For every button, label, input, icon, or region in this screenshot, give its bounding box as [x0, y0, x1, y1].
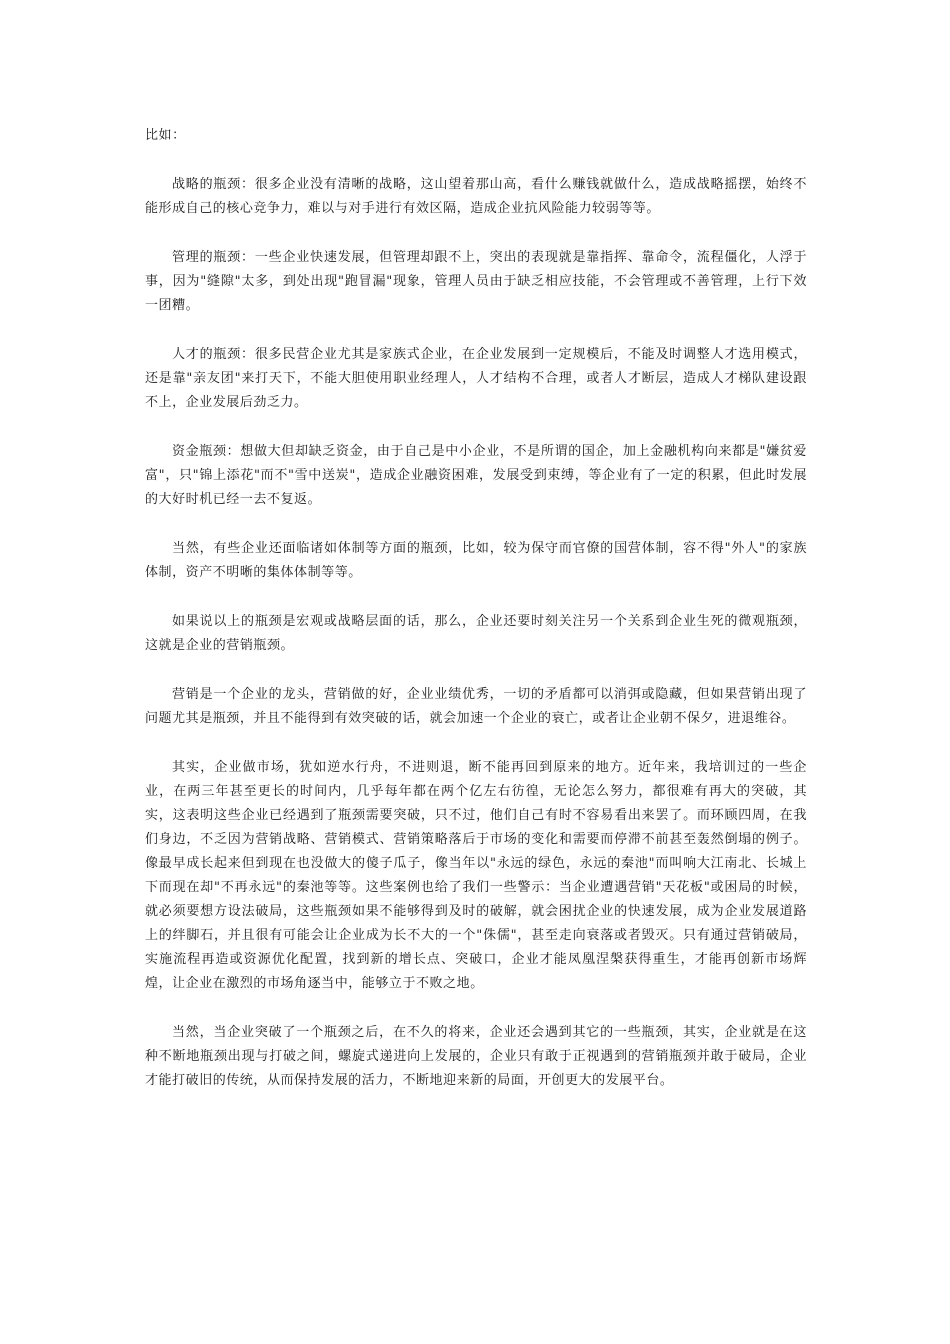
paragraph-strategy-bottleneck: 战略的瓶颈：很多企业没有清晰的战略，这山望着那山高，看什么赚钱就做什么，造成战略摇摆，始终不能形成自己的核心竞争力，难以与对手进行有效区隔，造成企业抗风险能力较弱等等。 [145, 177, 807, 216]
document-body [145, 124, 807, 1118]
intro-text: 比如： [145, 128, 186, 143]
paragraph-talent-bottleneck: 人才的瓶颈：很多民营企业尤其是家族式企业，在企业发展到一定规模后，不能及时调整人才选用模式，还是靠"亲友团"来打天下，不能大胆使用职业经理人，人才结构不合理，或者人才断层，造成人才梯队建设跟不上，企业发展后劲乏力。 [145, 347, 807, 410]
paragraph-system-bottleneck: 当然，有些企业还面临诸如体制等方面的瓶颈，比如，较为保守而官僚的国营体制，容不得"外人"的家族体制，资产不明晰的集体体制等等。 [145, 541, 807, 580]
paragraph-marketing-bottleneck-intro: 如果说以上的瓶颈是宏观或战略层面的话，那么，企业还要时刻关注另一个关系到企业生死的微观瓶颈，这就是企业的营销瓶颈。 [145, 614, 807, 653]
paragraph-management-bottleneck: 管理的瓶颈：一些企业快速发展，但管理却跟不上，突出的表现就是靠指挥、靠命令，流程僵化，人浮于事，因为"缝隙"太多，到处出现"跑冒漏"现象，管理人员由于缺乏相应技能，不会管理或不善管理，上行下效一团糟。 [145, 250, 807, 313]
paragraph-market-cases: 其实，企业做市场，犹如逆水行舟，不进则退，断不能再回到原来的地方。近年来，我培训过的一些企业，在两三年甚至更长的时间内，几乎每年都在两个亿左右彷徨，无论怎么努力，都很难有再大的突破，其实，这表明这些企业已经遇到了瓶颈需要突破，只不过，他们自己有时不容易看出来罢了。而环顾四周，在我们身边，不乏因为营销战略、营销模式、营销策略落后于市场的变化和需要而停滞不前甚至轰然倒塌的例子。像最早成长起来但到现在也没做大的傻子瓜子，像当年以"永远的绿色，永远的秦池"而叫响大江南北、长城上下而现在却"不再永远"的秦池等等。这些案例也给了我们一些警示：当企业遭遇营销"天花板"或困局的时候，就必须要想方设法破局，这些瓶颈如果不能够得到及时的破解，就会困扰企业的快速发展，成为企业发展道路上的绊脚石，并且很有可能会让企业成为长不大的一个"侏儒"，甚至走向衰落或者毁灭。只有通过营销破局，实施流程再造或资源优化配置，找到新的增长点、突破口，企业才能凤凰涅槃获得重生，才能再创新市场辉煌，让企业在激烈的市场角逐当中，能够立于不败之地。 [145, 760, 807, 991]
paragraph-capital-bottleneck: 资金瓶颈：想做大但却缺乏资金，由于自己是中小企业，不是所谓的国企，加上金融机构向来都是"嫌贫爱富"，只"锦上添花"而不"雪中送炭"，造成企业融资困难，发展受到束缚，等企业有了一定的积累，但此时发展的大好时机已经一去不复返。 [145, 444, 807, 507]
paragraph-conclusion: 当然，当企业突破了一个瓶颈之后，在不久的将来，企业还会遇到其它的一些瓶颈，其实，企业就是在这种不断地瓶颈出现与打破之间，螺旋式递进向上发展的，企业只有敢于正视遇到的营销瓶颈并敢于破局，企业才能打破旧的传统，从而保持发展的活力，不断地迎来新的局面，开创更大的发展平台。 [145, 1025, 807, 1088]
paragraph-marketing-importance: 营销是一个企业的龙头，营销做的好，企业业绩优秀，一切的矛盾都可以消弭或隐藏，但如果营销出现了问题尤其是瓶颈，并且不能得到有效突破的话，就会加速一个企业的衰亡，或者让企业朝不保夕，进退维谷。 [145, 687, 807, 726]
